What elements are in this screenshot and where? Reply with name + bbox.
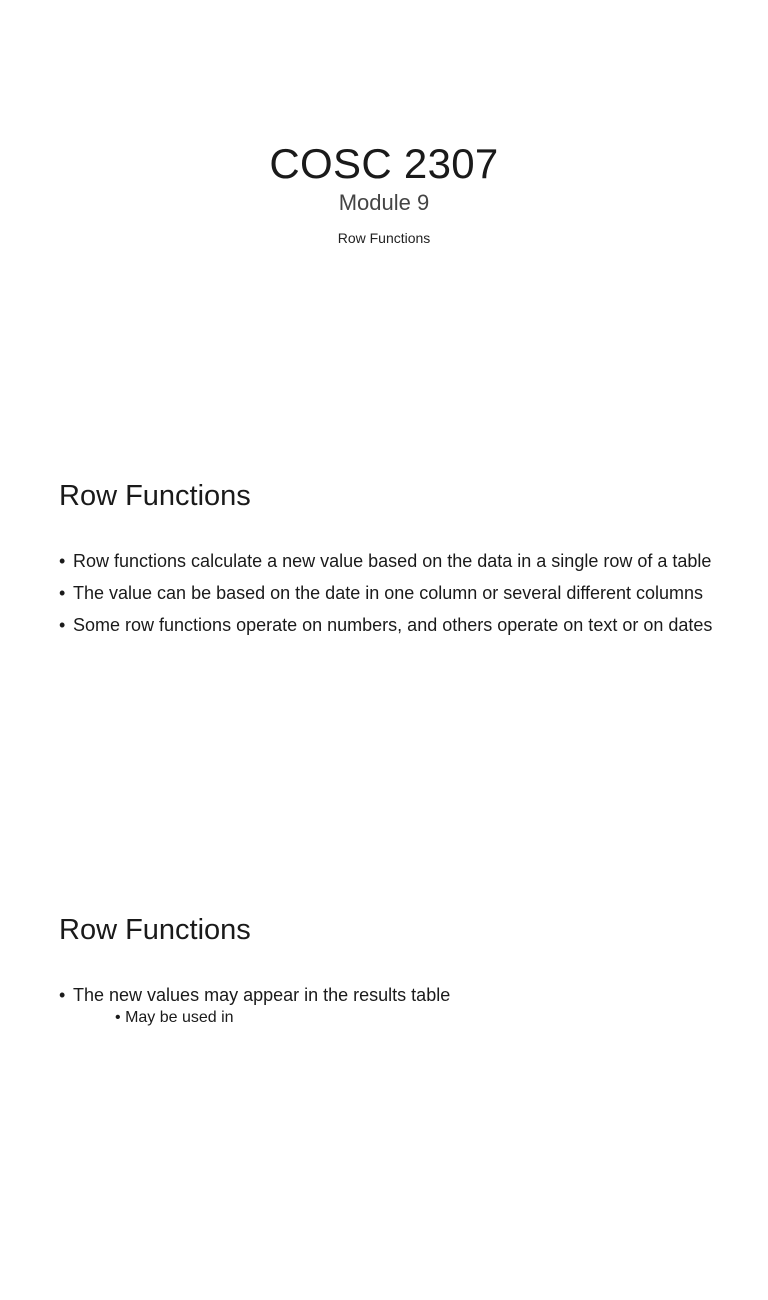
- bullet-item: [59, 581, 719, 605]
- sub-bullet-icon: •: [115, 1009, 121, 1026]
- course-title: COSC 2307: [269, 140, 499, 187]
- sub-bullet-text: May be used in: [125, 1009, 234, 1026]
- sub-bullet-list: [73, 1007, 719, 1029]
- content-slide-row-functions-2: [0, 868, 768, 1300]
- bullet-list: [59, 549, 719, 645]
- topic-caption: Row Functions: [337, 230, 431, 246]
- bullet-icon: •: [59, 985, 66, 1005]
- bullet-item: [59, 549, 719, 573]
- bullet-item: [59, 983, 719, 1029]
- bullet-icon: •: [59, 615, 66, 635]
- bullet-item: [59, 613, 719, 637]
- bullet-text: The value can be based on the date in one column or several different columns: [73, 583, 704, 603]
- bullet-list: [59, 983, 719, 1037]
- slide-heading: Row Functions: [59, 480, 251, 512]
- bullet-icon: •: [59, 583, 66, 603]
- bullet-icon: •: [59, 551, 66, 571]
- bullet-text: Some row functions operate on numbers, and others operate on text or on dates: [73, 615, 713, 635]
- bullet-text: The new values may appear in the results table: [73, 985, 451, 1005]
- module-subtitle: Module 9: [338, 190, 430, 215]
- slide-heading: Row Functions: [59, 914, 251, 946]
- title-slide: [0, 0, 768, 432]
- bullet-text: Row functions calculate a new value based on the data in a single row of a table: [73, 551, 712, 571]
- content-slide-row-functions: [0, 434, 768, 866]
- sub-bullet-item: [101, 1007, 719, 1029]
